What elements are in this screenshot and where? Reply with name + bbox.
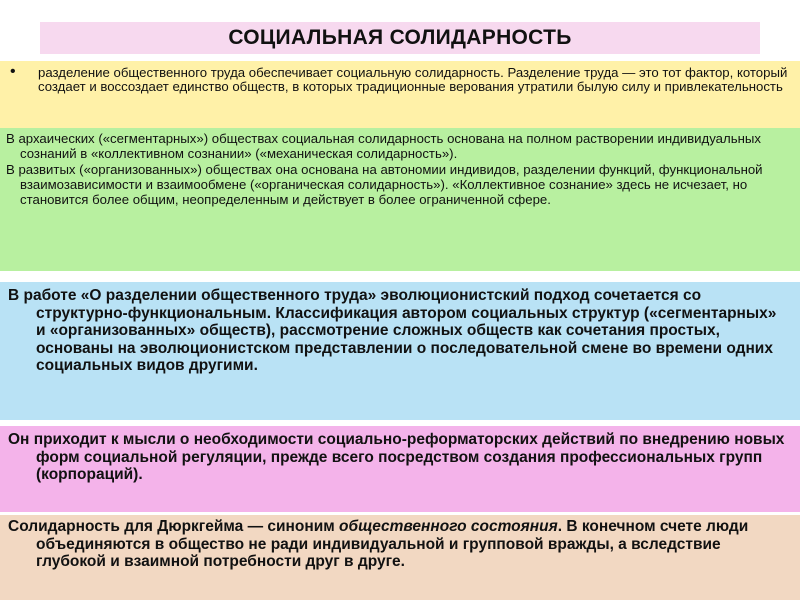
definition-suffix: . В конечном счете люди объединяются в общество не ради индивидуальной и групповой вражды, а вследствие глубокой и взаимной потребности друг в друге. — [36, 518, 749, 570]
intro-bullet — [0, 61, 800, 94]
organic-solidarity-text: В развитых («организованных») обществах она основана на автономии индивидов, разделении функций, функциональной взаимозависимости и взаимообмене («органическая солидарность»). «Коллективное сознание» здесь не исчезает, но становится более общим, неопределенным и действует в более ограниченной сфере. — [6, 162, 763, 207]
intro-bullet-block — [0, 61, 800, 128]
page-title: СОЦИАЛЬНАЯ СОЛИДАРНОСТЬ — [40, 22, 760, 54]
durkheim-definition-text — [0, 515, 800, 571]
mechanical-solidarity-text: В архаических («сегментарных») обществах социальная солидарность основана на полном растворении индивидуальных сознаний в «коллективном сознании» («механическая солидарность»). — [6, 131, 761, 161]
reform-text: Он приходит к мысли о необходимости социально-реформаторских действий по внедрению новых форм социальной регуляции, прежде всего посредством создания профессиональных групп (корпораций). — [8, 431, 785, 483]
intro-bullet-text: разделение общественного труда обеспечивает социальную солидарность. Разделение труда — это тот фактор, который создает и воссоздает единство обществ, в которых традиционные верования утратили былую силу и привлекательность — [38, 65, 788, 94]
evolutionist-approach-text: В работе «О разделении общественного труда» эволюционистский подход сочетается со структурно-функциональным. Классификация автором социальных структур («сегментарных» и «организованных» обществ), рассмотрение сложных обществ как сочетания простых, основаны на эволюционистском представлении о последовательной смене во времени одних социальных видов другими. — [8, 287, 777, 374]
durkheim-definition-block — [0, 515, 800, 600]
definition-emphasis: общественного состояния — [339, 518, 558, 535]
bullet-icon: • — [10, 63, 16, 80]
reform-block — [0, 426, 800, 512]
definition-prefix: Солидарность для Дюркгейма — синоним — [8, 518, 340, 535]
solidarity-types-block — [0, 128, 800, 271]
evolutionist-approach-block — [0, 282, 800, 420]
